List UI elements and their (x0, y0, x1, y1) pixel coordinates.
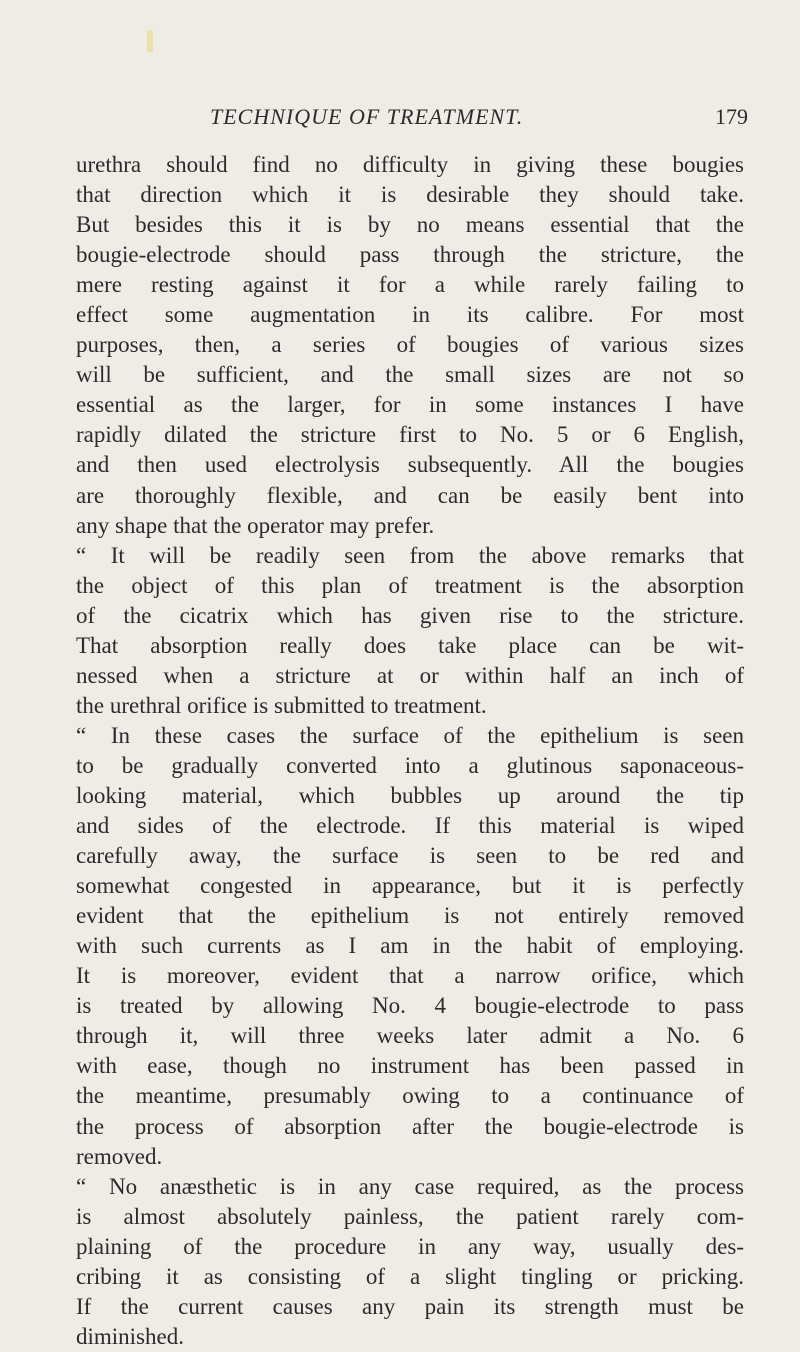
text-line: evident that the epithelium is not entirely removed (76, 903, 744, 929)
text-line: with such currents as I am in the habit of employing. (76, 933, 744, 959)
body-text (76, 150, 744, 1352)
text-line: carefully away, the surface is seen to be red and (76, 843, 744, 869)
text-line: that direction which it is desirable they should take. (76, 182, 744, 208)
text-line: If the current causes any pain its strength must be (76, 1293, 744, 1319)
text-line: the process of absorption after the bougie-electrode is (76, 1113, 744, 1139)
text-line: will be sufficient, and the small sizes are not so (76, 362, 744, 388)
text-line: with ease, though no instrument has been passed in (76, 1053, 744, 1079)
text-line: the meantime, presumably owing to a continuance of (76, 1083, 744, 1109)
text-line: rapidly dilated the stricture first to No. 5 or 6 English, (76, 422, 744, 448)
text-line: are thoroughly flexible, and can be easily bent into (76, 482, 744, 508)
text-line: effect some augmentation in its calibre. For most (76, 302, 744, 328)
text-line: “ In these cases the surface of the epithelium is seen (76, 722, 744, 748)
running-title: TECHNIQUE OF TREATMENT. (210, 104, 524, 129)
text-line: urethra should find no difficulty in giving these bougies (76, 152, 744, 177)
running-head (120, 104, 752, 134)
text-line: and sides of the electrode. If this material is wiped (76, 813, 744, 839)
text-line: removed. (76, 1143, 163, 1169)
text-line: through it, will three weeks later admit a No. 6 (76, 1023, 744, 1049)
text-line: It is moreover, evident that a narrow orifice, which (76, 963, 744, 989)
text-line: plaining of the procedure in any way, usually des- (76, 1233, 744, 1259)
text-line: of the cicatrix which has given rise to the stricture. (76, 602, 744, 628)
text-line: nessed when a stricture at or within half an inch of (76, 662, 744, 688)
text-line: That absorption really does take place can be wit- (76, 632, 744, 658)
text-line: the urethral orifice is submitted to treatment. (76, 692, 487, 718)
page-number: 179 (715, 104, 748, 129)
text-line: the object of this plan of treatment is the absorption (76, 572, 744, 598)
text-line: any shape that the operator may prefer. (76, 512, 435, 538)
text-line: somewhat congested in appearance, but it is perfectly (76, 873, 744, 899)
text-line: mere resting against it for a while rarely failing to (76, 272, 744, 298)
text-line: and then used electrolysis subsequently. All the bougies (76, 452, 744, 478)
text-line: essential as the larger, for in some instances I have (76, 392, 744, 418)
text-line: bougie-electrode should pass through the stricture, the (76, 242, 744, 268)
ink-smudge (147, 30, 153, 52)
text-line: diminished. (76, 1323, 184, 1349)
text-line: is almost absolutely painless, the patient rarely com- (76, 1203, 744, 1229)
text-line: is treated by allowing No. 4 bougie-electrode to pass (76, 993, 744, 1019)
text-line: But besides this it is by no means essential that the (76, 212, 744, 238)
text-line: “ No anæsthetic is in any case required, as the process (76, 1173, 744, 1199)
text-line: looking material, which bubbles up around the tip (76, 782, 744, 808)
text-line: to be gradually converted into a glutinous saponaceous- (76, 752, 744, 778)
text-line: purposes, then, a series of bougies of various sizes (76, 332, 744, 358)
text-line: cribing it as consisting of a slight tingling or pricking. (76, 1263, 744, 1289)
text-line: “ It will be readily seen from the above remarks that (76, 542, 744, 568)
